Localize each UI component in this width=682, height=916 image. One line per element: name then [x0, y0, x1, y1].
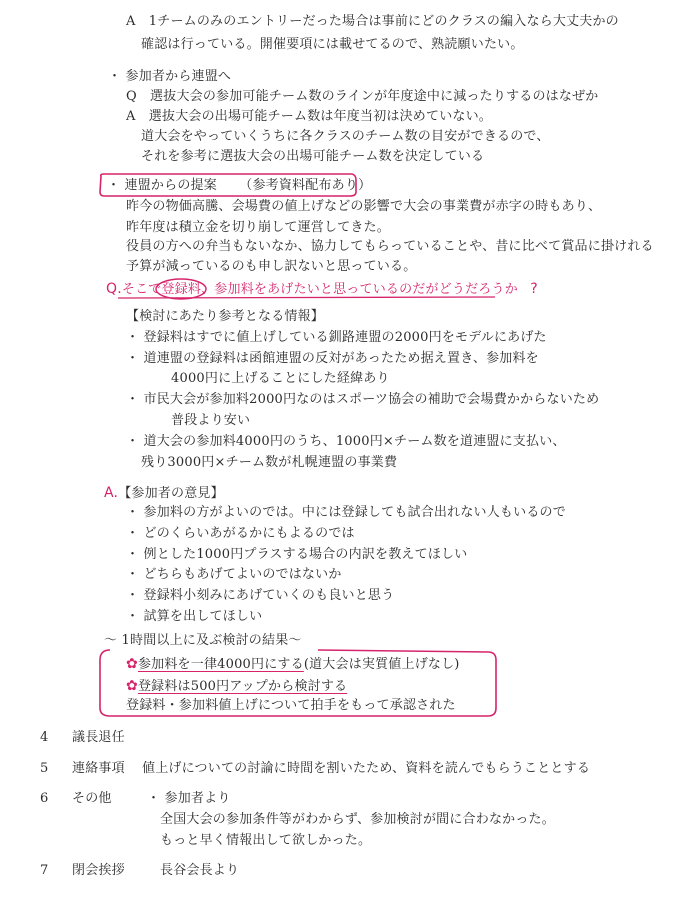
agenda-title: その他 [72, 791, 112, 806]
answer-line-continued: 道大会をやっていくうちに各クラスのチーム数の目安ができるので、 [141, 129, 550, 144]
q-text: をあげたいと思っているのだがどうだろうか [253, 282, 518, 297]
agenda-title: 連絡事項 [72, 761, 125, 776]
q-text-participation-fee: 参加料 [214, 282, 254, 297]
proposal-paragraph-line: 昨年度は積立金を切り崩して運営してきた。 [126, 220, 391, 235]
opinions-heading-row [104, 484, 224, 504]
reference-item: ・ 登録料はすでに値上げしている釧路連盟の2000円をモデルにあげた [126, 330, 547, 345]
agenda-title: 議長退任 [72, 730, 125, 745]
question-mark-icon: ? [530, 281, 538, 297]
flower-icon: ✿ [126, 678, 138, 694]
opinion-item: ・ どのくらいあがるかにもよるのでは [126, 526, 355, 541]
reference-heading: 【検討にあたり参考となる情報】 [126, 309, 325, 324]
section-bullet-proposal [107, 177, 371, 195]
agenda-number: 4 [40, 730, 49, 745]
answer-line-continued: それを参考に選抜大会の出場可能チーム数を決定している [141, 149, 485, 164]
result-heading: ～ 1時間以上に及ぶ検討の結果～ [104, 633, 302, 648]
answer-line-continued: 確認は行っている。開催要項には載せてるので、熟読願いたい。 [141, 37, 524, 52]
opinion-item: ・ 例とした1000円プラスする場合の内訳を教えてほしい [126, 547, 468, 562]
result-note: (道大会は実質値上げなし) [303, 657, 460, 672]
result-item-registration-fee [126, 677, 347, 697]
a-mark: A. [104, 485, 119, 501]
agenda-text: 長谷会長より [160, 863, 240, 878]
other-detail-line: もっと早く情報出して欲しかった。 [160, 833, 372, 848]
opinion-item: ・ 試算を出してほしい [126, 609, 263, 624]
opinion-item: ・ 参加料の方がよいのでは。中には登録しても試合出れない人もいるので [126, 505, 566, 520]
result-item-participation-fee [126, 655, 460, 675]
reference-item: ・ 市民大会が参加料2000円なのはスポーツ協会の補助で会場費かからないため [126, 392, 600, 407]
handwritten-question [106, 280, 538, 300]
agenda-number: 6 [40, 791, 49, 806]
agenda-number: 5 [40, 761, 49, 776]
reference-item: ・ 道大会の参加料4000円のうち、1000円×チーム数を道連盟に支払い、 [126, 434, 566, 449]
result-approval: 登録料・参加料値上げについて拍手をもって承認された [126, 698, 456, 713]
agenda-title: 閉会挨拶 [72, 863, 125, 878]
q-mark: Q. [106, 281, 122, 297]
other-detail-line: 全国大会の参加条件等がわからず、参加検討が間に合わなかった。 [160, 812, 555, 827]
proposal-heading: ・ 連盟からの提案 [107, 178, 217, 193]
q-text: そこで [121, 282, 162, 297]
answer-line: A 選抜大会の出場可能チーム数は年度当初は決めていない。 [126, 109, 492, 124]
q-text-registration-fee: 登録料 [161, 282, 202, 297]
section-bullet-participants: ・ 参加者から連盟へ [108, 69, 232, 84]
proposal-paragraph-line: 役員の方への弁当もないなか、協力してもらっていることや、昔に比べて賞品に掛けれる [126, 239, 654, 254]
question-line: Q 選抜大会の参加可能チーム数のラインが年度途中に減ったりするのはなぜか [126, 89, 599, 104]
opinion-item: ・ 登録料小刻みにあげていくのも良いと思う [126, 588, 395, 603]
proposal-note: （参考資料配布あり） [239, 178, 372, 193]
reference-item-continued: 残り3000円×チーム数が札幌連盟の事業費 [141, 455, 398, 470]
proposal-paragraph-line: 昨今の物価高騰、会場費の値上げなどの影響で大会の事業費が赤字の時もあり、 [126, 199, 602, 214]
q-text: 、 [201, 282, 215, 297]
reference-item-continued: 普段より安い [171, 413, 251, 428]
agenda-number: 7 [40, 863, 49, 878]
agenda-text: ・ 参加者より [147, 791, 231, 806]
answer-line: A 1チームのみのエントリーだった場合は事前にどのクラスの編入なら大丈夫かの [126, 14, 619, 29]
reference-item-continued: 4000円に上げることにした経緯あり [171, 371, 390, 386]
result-text: 登録料は500円アップから検討する [137, 679, 348, 694]
reference-item: ・ 道連盟の登録料は函館連盟の反対があったため据え置き、参加料を [126, 351, 539, 366]
result-text: 参加料を一律4000円にする [137, 657, 304, 672]
agenda-text: 値上げについての討論に時間を割いたため、資料を読んでもらうこととする [142, 761, 591, 776]
proposal-paragraph-line: 予算が減っているのも申し訳ないと思っている。 [126, 259, 417, 274]
opinions-heading: 【参加者の意見】 [118, 486, 224, 501]
flower-icon: ✿ [126, 656, 138, 672]
opinion-item: ・ どちらもあげてよいのではないか [126, 567, 342, 582]
